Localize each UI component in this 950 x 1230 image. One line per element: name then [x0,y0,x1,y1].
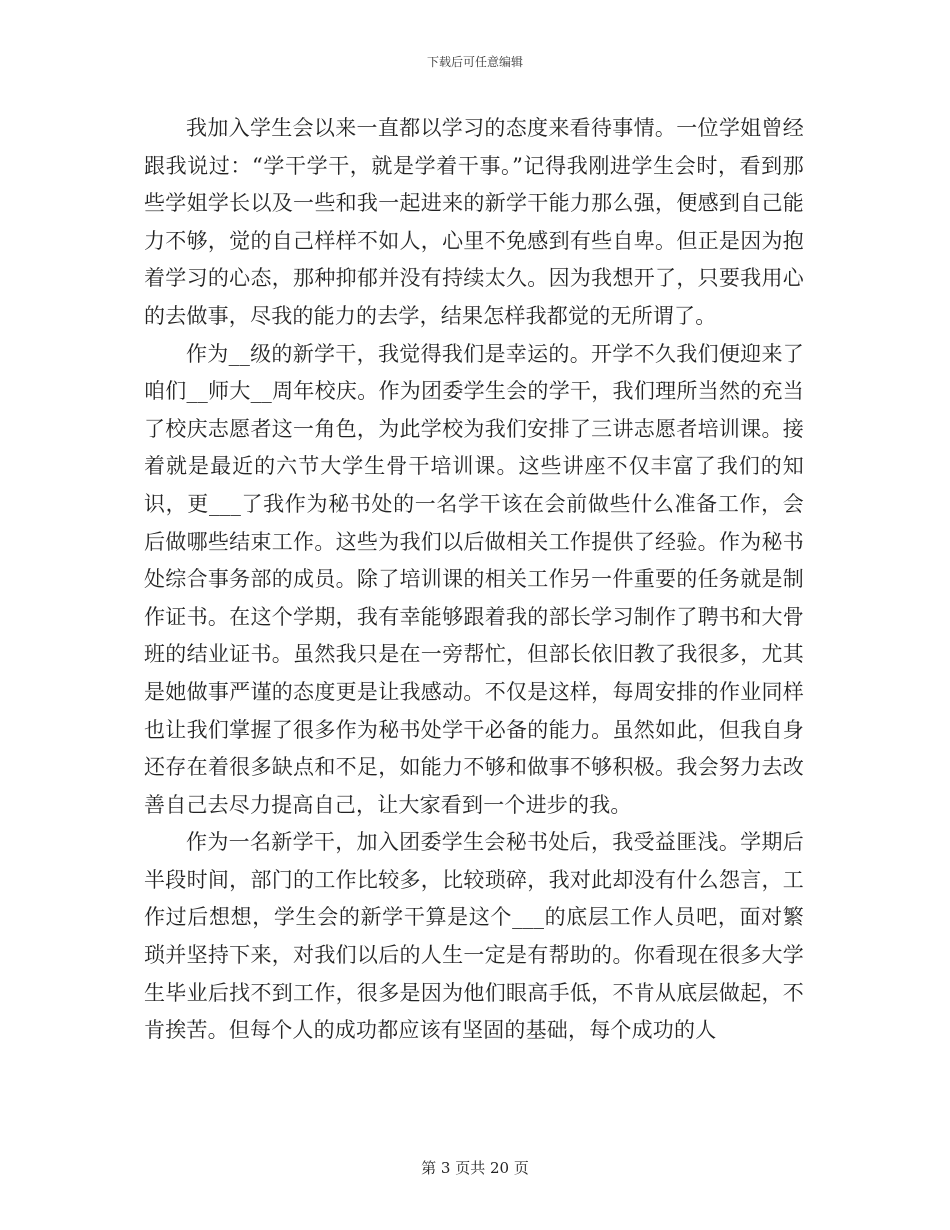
paragraph-3: 作为一名新学干，加入团委学生会秘书处后，我受益匪浅。学期后半段时间，部门的工作比较多，比较琐碎，我对此却没有什么怨言，工作过后想想，学生会的新学干算是这个___的底层工作人员吧，面对繁琐并坚持下来，对我们以后的人生一定是有帮助的。你看现在很多大学生毕业后找不到工作，很多是因为他们眼高手低，不肯从底层做起，不肯挨苦。但每个人的成功都应该有坚固的基础，每个成功的人 [144,830,804,1043]
page-number-footer: 第 3 页共 20 页 [421,1159,529,1177]
document-body [144,110,804,1050]
paragraph-1: 我加入学生会以来一直都以学习的态度来看待事情。一位学姐曾经跟我说过：“学干学干，就是学着干事。”记得我刚进学生会时，看到那些学姐学长以及一些和我一起进来的新学干能力那么强，便感到自己能力不够，觉的自己样样不如人，心里不免感到有些自卑。但正是因为抱着学习的心态，那种抑郁并没有持续太久。因为我想开了，只要我用心的去做事，尽我的能力的去学，结果怎样我都觉的无所谓了。 [144,116,804,328]
page-header: 下载后可任意编辑 [426,55,523,69]
paragraph-2: 作为__级的新学干，我觉得我们是幸运的。开学不久我们便迎来了咱们__师大__周年校庆。作为团委学生会的学干，我们理所当然的充当了校庆志愿者这一角色，为此学校为我们安排了三讲志愿者培训课。接着就是最近的六节大学生骨干培训课。这些讲座不仅丰富了我们的知识，更___了我作为秘书处的一名学干该在会前做些什么准备工作，会后做哪些结束工作。这些为我们以后做相关工作提供了经验。作为秘书处综合事务部的成员。除了培训课的相关工作另一件重要的任务就是制作证书。在这个学期，我有幸能够跟着我的部长学习制作了聘书和大骨班的结业证书。虽然我只是在一旁帮忙，但部长依旧教了我很多，尤其是她做事严谨的态度更是让我感动。不仅是这样，每周安排的作业同样也让我们掌握了很多作为秘书处学干必备的能力。虽然如此，但我自身还存在着很多缺点和不足，如能力不够和做事不够积极。我会努力去改善自己去尽力提高自己，让大家看到一个进步的我。 [144,341,804,817]
